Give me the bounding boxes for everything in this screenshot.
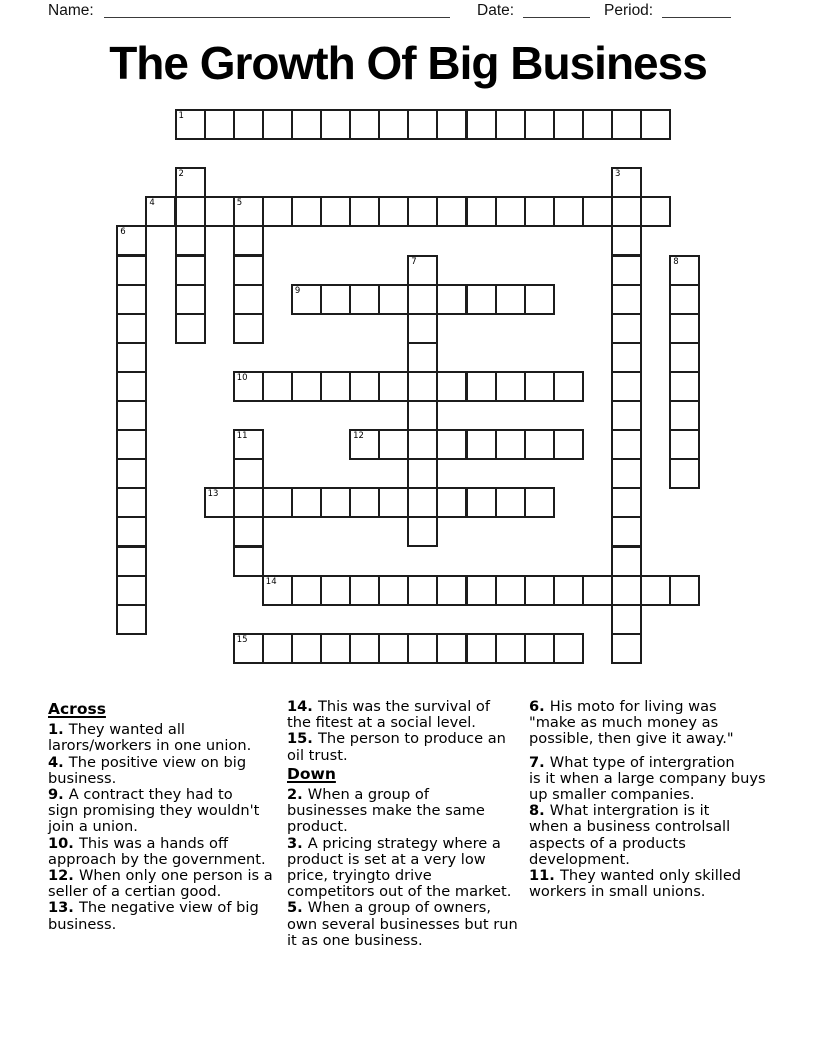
clue-number: 8. [529, 802, 550, 820]
crossword-cell[interactable] [291, 371, 322, 402]
crossword-cell[interactable] [320, 109, 351, 140]
crossword-cell[interactable] [524, 284, 555, 315]
crossword-cell[interactable] [436, 284, 467, 315]
crossword-cell[interactable] [669, 400, 700, 431]
clue-number: 3. [287, 834, 308, 852]
clue-14: 14. This was the survival of the fitest at a social level. [287, 698, 490, 732]
crossword-cell[interactable] [495, 429, 526, 460]
crossword-cell[interactable] [291, 284, 322, 315]
crossword-cell[interactable] [611, 604, 642, 635]
crossword-cell[interactable] [524, 429, 555, 460]
cell-number: 8 [673, 256, 679, 267]
crossword-cell[interactable] [466, 284, 497, 315]
crossword-cell[interactable] [262, 487, 293, 518]
clue-3: 3. A pricing strategy where a product is set at a very low price, tryingto drive competitors out of the market. [287, 834, 512, 901]
crossword-cell[interactable] [233, 516, 264, 547]
crossword-cell[interactable] [495, 284, 526, 315]
crossword-cell[interactable] [291, 575, 322, 606]
crossword-cell[interactable] [204, 196, 235, 227]
crossword-cell[interactable] [524, 633, 555, 664]
crossword-cell[interactable] [291, 196, 322, 227]
clue-number: 15. [287, 730, 318, 748]
crossword-cell[interactable] [407, 575, 438, 606]
crossword-cell[interactable] [495, 487, 526, 518]
clue-column-down [529, 699, 809, 900]
cell-number: 2 [178, 169, 184, 180]
crossword-cell[interactable] [116, 313, 147, 344]
clue-number: 6. [529, 698, 550, 715]
crossword-cell[interactable] [466, 429, 497, 460]
crossword-cell[interactable] [611, 429, 642, 460]
clue-4: 4. The positive view on big business. [48, 753, 247, 787]
crossword-cell[interactable] [233, 429, 264, 460]
clue-7: 7. What type of intergration is it when a large company buys up smaller companies. [529, 753, 766, 804]
crossword-cell[interactable] [466, 487, 497, 518]
crossword-cell[interactable] [669, 575, 700, 606]
crossword-cell[interactable] [233, 109, 264, 140]
crossword-cell[interactable] [436, 429, 467, 460]
crossword-cell[interactable] [436, 575, 467, 606]
crossword-cell[interactable] [320, 487, 351, 518]
crossword-cell[interactable] [116, 575, 147, 606]
clue-column-across [48, 699, 284, 933]
crossword-cell[interactable] [436, 371, 467, 402]
crossword-cell[interactable] [611, 371, 642, 402]
crossword-cell[interactable] [320, 575, 351, 606]
cell-number: 13 [207, 489, 219, 500]
cell-number: 1 [178, 111, 184, 121]
clue-number: 11. [529, 867, 560, 885]
crossword-cell[interactable] [233, 458, 264, 489]
crossword-cell[interactable] [553, 196, 584, 227]
clue-number: 7. [529, 753, 550, 771]
date-label: Date: [477, 2, 515, 19]
cell-number: 14 [265, 576, 277, 587]
clue-number: 5. [287, 899, 308, 917]
crossword-cell[interactable] [349, 575, 380, 606]
crossword-cell[interactable] [378, 109, 409, 140]
crossword-cell[interactable] [233, 284, 264, 315]
crossword-cell[interactable] [553, 429, 584, 460]
crossword-cell[interactable] [233, 255, 264, 286]
crossword-cell[interactable] [378, 429, 409, 460]
crossword-cell[interactable] [407, 109, 438, 140]
crossword-cell[interactable] [233, 633, 264, 664]
crossword-cell[interactable] [611, 342, 642, 373]
crossword-cell[interactable] [262, 196, 293, 227]
crossword-cell[interactable] [175, 225, 206, 256]
crossword-cell[interactable] [175, 284, 206, 315]
clue-column-middle [287, 699, 525, 949]
clue-6: 6. His moto for living was "make as much money as possible, then give it away." [529, 698, 734, 748]
crossword-cell[interactable] [669, 342, 700, 373]
cell-number: 12 [353, 431, 364, 442]
crossword-cell[interactable] [640, 109, 671, 140]
clue-number: 10. [48, 834, 79, 852]
crossword-cell[interactable] [611, 167, 642, 198]
crossword-cell[interactable] [611, 284, 642, 315]
crossword-cell[interactable] [495, 371, 526, 402]
crossword-cell[interactable] [116, 342, 147, 373]
crossword-cell[interactable] [233, 487, 264, 518]
crossword-cell[interactable] [466, 575, 497, 606]
crossword-cell[interactable] [611, 400, 642, 431]
crossword-cell[interactable] [669, 458, 700, 489]
clues-heading-down: Down [287, 764, 336, 783]
clue-15: 15. The person to produce an oil trust. [287, 730, 506, 764]
crossword-cell[interactable] [611, 225, 642, 256]
crossword-cell[interactable] [611, 313, 642, 344]
crossword-cell[interactable] [524, 371, 555, 402]
crossword-cell[interactable] [466, 196, 497, 227]
clues-heading-across: Across [48, 700, 106, 718]
crossword-cell[interactable] [611, 633, 642, 664]
clue-11: 11. They wanted only skilled workers in small unions. [529, 867, 742, 901]
crossword-cell[interactable] [320, 371, 351, 402]
cell-number: 15 [236, 634, 248, 645]
crossword-cell[interactable] [407, 429, 438, 460]
crossword-cell[interactable] [349, 429, 380, 460]
crossword-cell[interactable] [407, 284, 438, 315]
crossword-cell[interactable] [116, 487, 147, 518]
crossword-cell[interactable] [320, 633, 351, 664]
crossword-cell[interactable] [495, 196, 526, 227]
crossword-cell[interactable] [378, 284, 409, 315]
cell-number: 4 [149, 198, 155, 209]
crossword-cell[interactable] [669, 429, 700, 460]
crossword-cell[interactable] [407, 342, 438, 373]
cell-number: 3 [615, 169, 621, 180]
crossword-cell[interactable] [669, 371, 700, 402]
crossword-cell[interactable] [116, 400, 147, 431]
crossword-cell[interactable] [611, 575, 642, 606]
crossword-cell[interactable] [175, 109, 206, 140]
crossword-cell[interactable] [582, 196, 613, 227]
crossword-cell[interactable] [466, 109, 497, 140]
cell-number: 9 [294, 285, 301, 296]
crossword-cell[interactable] [233, 546, 264, 577]
crossword-cell[interactable] [116, 255, 147, 286]
cell-number: 6 [120, 227, 126, 238]
crossword-cell[interactable] [175, 167, 206, 198]
clue-9: 9. A contract they had to sign promising they wouldn't join a union. [48, 786, 260, 836]
name-write-line[interactable] [104, 17, 450, 18]
period-label: Period: [604, 2, 654, 19]
crossword-cell[interactable] [262, 633, 293, 664]
clue-13: 13. The negative view of big business. [48, 899, 259, 933]
date-write-line[interactable] [523, 17, 590, 18]
crossword-cell[interactable] [407, 313, 438, 344]
crossword-cell[interactable] [611, 196, 642, 227]
crossword-cell[interactable] [611, 516, 642, 547]
crossword-cell[interactable] [436, 487, 467, 518]
clue-number: 13. [48, 899, 79, 917]
crossword-cell[interactable] [640, 196, 671, 227]
crossword-cell[interactable] [349, 633, 380, 664]
crossword-cell[interactable] [378, 487, 409, 518]
clue-number: 2. [287, 786, 308, 804]
crossword-cell[interactable] [407, 633, 438, 664]
crossword-cell[interactable] [407, 255, 438, 286]
crossword-cell[interactable] [204, 487, 235, 518]
crossword-cell[interactable] [349, 196, 380, 227]
cell-number: 11 [236, 431, 248, 442]
crossword-cell[interactable] [495, 575, 526, 606]
crossword-cell[interactable] [116, 458, 147, 489]
crossword-cell[interactable] [524, 575, 555, 606]
crossword-cell[interactable] [175, 196, 206, 227]
cell-number: 7 [411, 256, 417, 267]
crossword-cell[interactable] [466, 371, 497, 402]
crossword-cell[interactable] [611, 255, 642, 286]
crossword-cell[interactable] [320, 284, 351, 315]
crossword-cell[interactable] [378, 633, 409, 664]
crossword-cell[interactable] [669, 284, 700, 315]
crossword-cell[interactable] [116, 225, 147, 256]
crossword-cell[interactable] [175, 255, 206, 286]
crossword-cell[interactable] [116, 546, 147, 577]
clue-12: 12. When only one person is a seller of a certian good. [48, 867, 273, 901]
crossword-cell[interactable] [291, 487, 322, 518]
crossword-cell[interactable] [116, 284, 147, 315]
crossword-cell[interactable] [291, 633, 322, 664]
crossword-cell[interactable] [407, 516, 438, 547]
cell-number: 10 [236, 372, 248, 383]
crossword-cell[interactable] [495, 109, 526, 140]
crossword-cell[interactable] [582, 575, 613, 606]
crossword-cell[interactable] [553, 371, 584, 402]
crossword-cell[interactable] [320, 196, 351, 227]
crossword-cell[interactable] [233, 196, 264, 227]
crossword-cell[interactable] [262, 371, 293, 402]
crossword-cell[interactable] [262, 109, 293, 140]
crossword-cell[interactable] [175, 313, 206, 344]
period-write-line[interactable] [662, 17, 731, 18]
crossword-cell[interactable] [611, 487, 642, 518]
crossword-cell[interactable] [611, 458, 642, 489]
crossword-cell[interactable] [378, 371, 409, 402]
crossword-cell[interactable] [204, 109, 235, 140]
clue-8: 8. What intergration is it when a business controlsall aspects of a products development. [529, 802, 731, 868]
crossword-cell[interactable] [407, 487, 438, 518]
crossword-cell[interactable] [407, 400, 438, 431]
clue-1: 1. They wanted all larors/workers in one union. [48, 721, 252, 755]
clue-number: 4. [48, 753, 69, 771]
name-label: Name: [48, 2, 94, 19]
clue-number: 9. [48, 786, 69, 804]
crossword-cell[interactable] [436, 196, 467, 227]
crossword-cell[interactable] [524, 487, 555, 518]
crossword-cell[interactable] [436, 633, 467, 664]
crossword-cell[interactable] [407, 371, 438, 402]
crossword-cell[interactable] [669, 313, 700, 344]
crossword-cell[interactable] [553, 633, 584, 664]
clue-5: 5. When a group of owners, own several businesses but run it as one business. [287, 899, 518, 949]
clue-number: 12. [48, 867, 79, 885]
clue-2: 2. When a group of businesses make the same product. [287, 786, 485, 836]
crossword-cell[interactable] [436, 109, 467, 140]
crossword-cell[interactable] [145, 196, 176, 227]
clue-number: 14. [287, 698, 318, 715]
crossword-cell[interactable] [640, 575, 671, 606]
crossword-cell[interactable] [669, 255, 700, 286]
crossword-cell[interactable] [233, 313, 264, 344]
crossword-cell[interactable] [116, 429, 147, 460]
crossword-cell[interactable] [582, 109, 613, 140]
crossword-cell[interactable] [116, 604, 147, 635]
crossword-cell[interactable] [495, 633, 526, 664]
clue-number: 1. [48, 721, 69, 739]
crossword-cell[interactable] [378, 575, 409, 606]
crossword-cell[interactable] [553, 575, 584, 606]
crossword-cell[interactable] [116, 371, 147, 402]
crossword-cell[interactable] [553, 109, 584, 140]
crossword-cell[interactable] [349, 487, 380, 518]
crossword-cell[interactable] [262, 575, 293, 606]
page-title: The Growth Of Big Business [109, 37, 707, 89]
crossword-cell[interactable] [233, 371, 264, 402]
crossword-cell[interactable] [407, 458, 438, 489]
cell-number: 5 [236, 198, 243, 209]
crossword-cell[interactable] [349, 371, 380, 402]
crossword-cell[interactable] [116, 516, 147, 547]
crossword-cell[interactable] [378, 196, 409, 227]
clue-10: 10. This was a hands off approach by the government. [48, 834, 266, 868]
crossword-cell[interactable] [291, 109, 322, 140]
crossword-cell[interactable] [524, 196, 555, 227]
crossword-cell[interactable] [233, 225, 264, 256]
crossword-cell[interactable] [466, 633, 497, 664]
crossword-cell[interactable] [349, 284, 380, 315]
crossword-cell[interactable] [407, 196, 438, 227]
crossword-cell[interactable] [524, 109, 555, 140]
crossword-cell[interactable] [611, 109, 642, 140]
crossword-cell[interactable] [349, 109, 380, 140]
crossword-cell[interactable] [611, 546, 642, 577]
